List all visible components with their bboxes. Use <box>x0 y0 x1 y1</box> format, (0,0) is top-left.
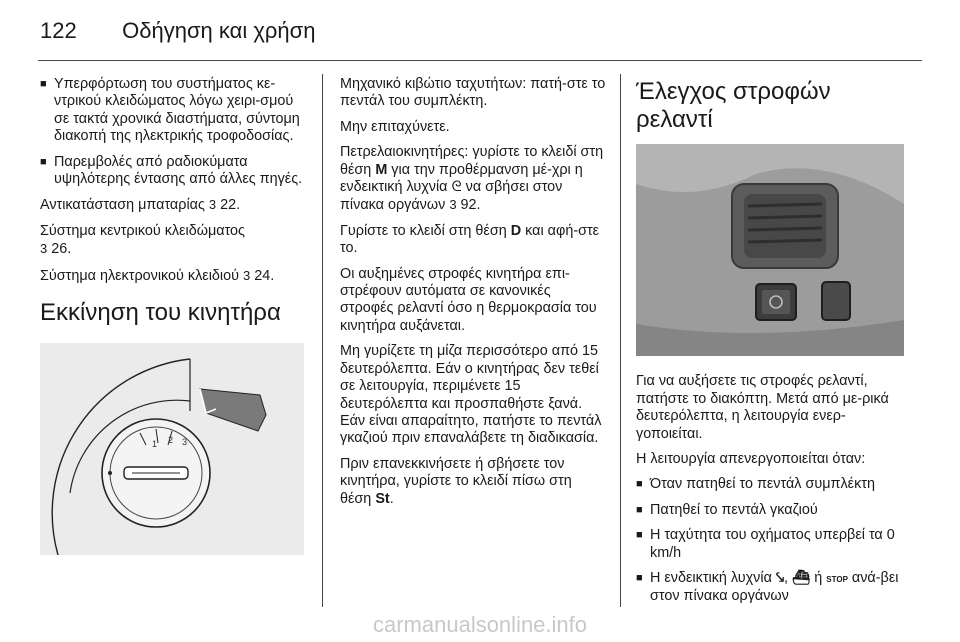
bullet-icon: ■ <box>636 572 643 585</box>
right-column: Έλεγχος στροφών ρελαντί Για να αυξήσετε τις στροφές ρελαντί, πατήστε το διακόπτη. Μετά από με-ρικά δευτερόλεπτα, η λειτουργία ενερ-γοποιείται. Η λειτουργία απενεργοποιείται όταν: ■ Όταν πατηθεί το πεντάλ συμπλέκτη ■ Πατηθεί το πεντάλ γκαζιού ■ Η ταχύτητα του οχήματος υπερβεί τα 0 km/h ■ Η ενδεικτική λυχνία ⤥, ⛴ ή STOP ανά-βει στον πίνακα οργάνων <box>636 76 904 614</box>
left-column <box>40 76 308 560</box>
position-label: 3 <box>182 437 188 448</box>
column-divider-1 <box>322 74 323 607</box>
cross-reference[interactable]: Αντικατάσταση μπαταρίας 3 22. <box>40 197 241 214</box>
page-header <box>40 18 315 44</box>
page-number: 122 <box>40 18 77 43</box>
watermark: carmanualsonline.info <box>372 612 588 637</box>
position-label: 2 <box>168 435 174 446</box>
section-heading: Εκκίνηση του κινητήρα <box>40 299 281 327</box>
section-heading: Έλεγχος στροφών ρελαντί <box>636 78 831 133</box>
cross-reference[interactable]: Σύστημα ηλεκτρονικού κλειδιού 3 24. <box>40 267 275 284</box>
arrow-icon: 3 <box>243 267 251 283</box>
list-item: ■ Υπερφόρτωση του συστήματος κε-ντρικού κλειδώματος λόγω χειρι-σμού σε τακτά χρονικά διαστήματα, σύντομη διακοπή της ηλεκτρικής τροφοδοσίας. <box>40 76 300 145</box>
page-title: Οδήγηση και χρήση <box>122 18 316 43</box>
list-item: ■ Η ταχύτητα του οχήματος υπερβεί τα 0 km/h <box>636 527 895 561</box>
idle-switch-photo <box>636 144 904 356</box>
list-item: ■ Πατηθεί το πεντάλ γκαζιού <box>636 501 818 518</box>
list-item: ■ Όταν πατηθεί το πεντάλ συμπλέκτη <box>636 476 875 493</box>
column-divider-2 <box>620 74 621 607</box>
bullet-icon: ■ <box>636 478 643 491</box>
bullet-icon: ■ <box>636 503 643 516</box>
service-wrench-icon: ⤥ <box>775 570 784 587</box>
cross-reference[interactable]: Σύστημα κεντρικού κλειδώματος 3 26. <box>40 222 245 258</box>
list-item: ■ Η ενδεικτική λυχνία ⤥, ⛴ ή STOP ανά-βει στον πίνακα οργάνων <box>636 570 899 605</box>
preheat-lamp-icon: ᘓ <box>451 179 462 196</box>
bullet-icon: ■ <box>40 78 47 90</box>
position-label: 1 <box>152 439 158 450</box>
battery-charge-icon: ⛴ <box>792 570 811 587</box>
arrow-icon: 3 <box>208 197 217 213</box>
bullet-icon: ■ <box>636 529 643 542</box>
preheat-paragraph: Πετρελαιοκινητήρες: γυρίστε το κλειδί στη θέση M για την προθέρμανση μέ-χρι η ενδεικτική λυχνία ᘓ να σβήσει στον πίνακα οργάνων 3 92. <box>340 144 604 214</box>
bullet-icon: ■ <box>40 155 47 168</box>
list-item: ■ Παρεμβολές από ραδιοκύματα υψηλότερης έντασης από άλλες πηγές. <box>40 153 303 188</box>
arrow-icon: 3 <box>449 197 457 213</box>
middle-column: Μηχανικό κιβώτιο ταχυτήτων: πατή-στε το πεντάλ του συμπλέκτη. Μην επιταχύνετε. Πετρελαιοκινητήρες: γυρίστε το κλειδί στη θέση M για την προθέρμανση μέ-χρι η ενδεικτική λυχνία ᘓ να σβήσει στον πίνακα οργάνων 3 92. Γυρίστε το κλειδί στη θέση D και αφή-στε το. Οι αυξημένες στροφές κινητήρα επι-στρέφουν αυτόματα σε κανονικές στροφές ρελαντί όσο η θερμοκρασία του κινητήρα αυξάνεται. Μη γυρίζετε τη μίζα περισσότερο από 15 δευτερόλεπτα. Εάν ο κινητήρας δεν τεθεί σε λειτουργία, περιμένετε 15 δευτερόλεπτα και προσπαθήστε ξανά. Εάν είναι απαραίτητο, πατήστε το πεντάλ γκαζιού πριν επαναλάβετε τη διαδικασία. Πριν επανεκκινήσετε ή σβήσετε τον κινητήρα, γυρίστε το κλειδί πίσω στη θέση St. <box>340 76 606 507</box>
arrow-icon: 3 <box>40 241 48 257</box>
stop-lamp-icon: STOP <box>826 575 848 585</box>
header-rule <box>38 60 922 61</box>
ignition-lock-illustration <box>40 343 304 555</box>
